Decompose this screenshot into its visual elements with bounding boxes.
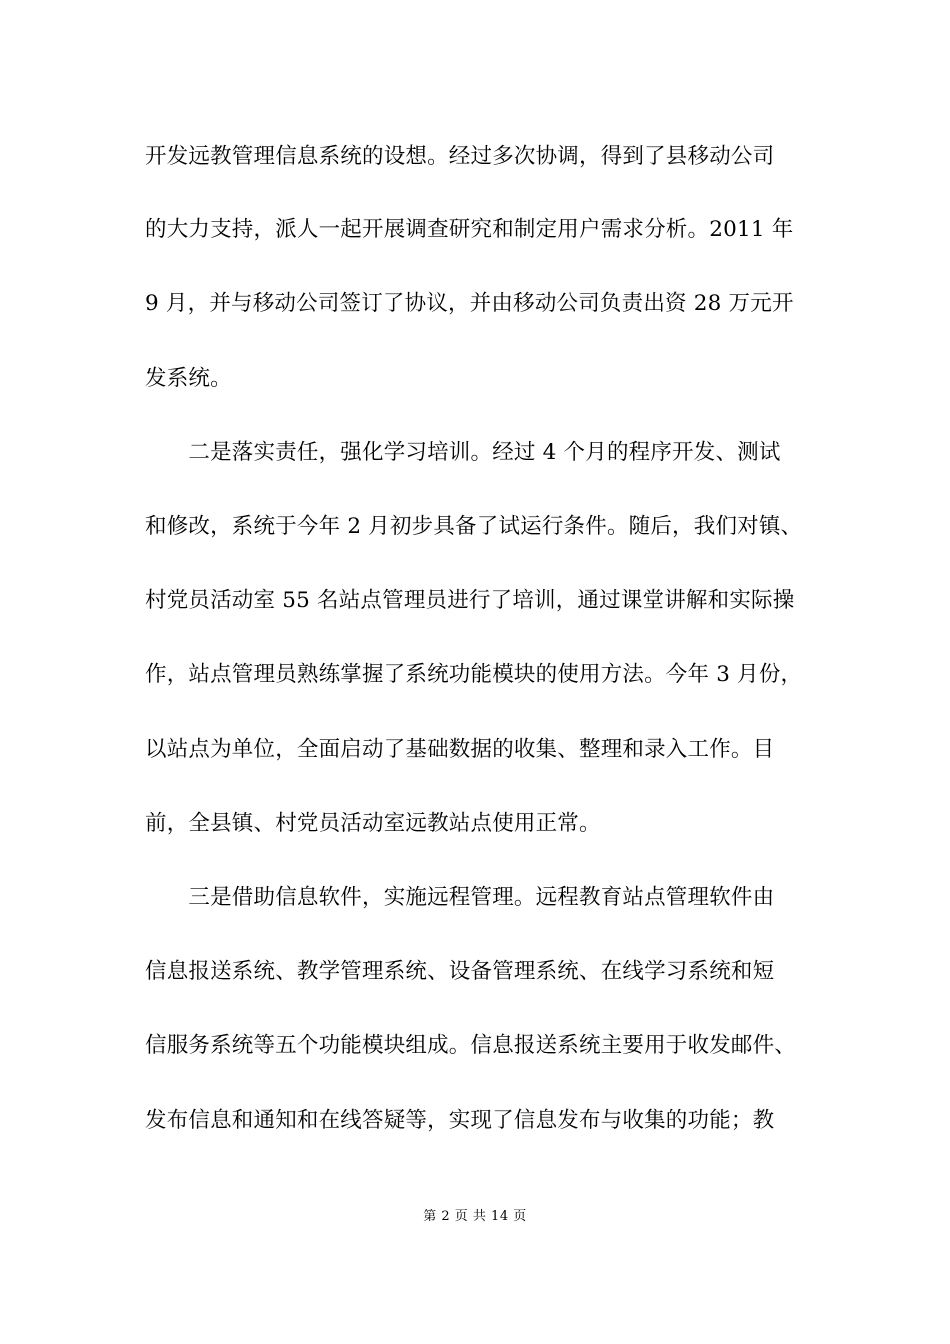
text-line-11: 三是借助信息软件，实施远程管理。远程教育站点管理软件由	[145, 885, 775, 910]
text-line-1: 开发远教管理信息系统的设想。经过多次协调，得到了县移动公司	[145, 144, 775, 169]
text-line-6: 和修改，系统于今年 2 月初步具备了试运行条件。随后，我们对镇、	[145, 514, 803, 539]
text-line-3: 9 月，并与移动公司签订了协议，并由移动公司负责出资 28 万元开	[145, 291, 794, 316]
text-line-8: 作，站点管理员熟练掌握了系统功能模块的使用方法。今年 3 月份，	[145, 662, 803, 687]
text-line-13: 信服务系统等五个功能模块组成。信息报送系统主要用于收发邮件、	[145, 1033, 797, 1058]
text-line-10: 前，全县镇、村党员活动室远教站点使用正常。	[145, 811, 601, 836]
text-line-4: 发系统。	[145, 366, 232, 391]
text-line-5: 二是落实责任，强化学习培训。经过 4 个月的程序开发、测试	[145, 440, 781, 465]
text-line-2: 的大力支持，派人一起开展调查研究和制定用户需求分析。2011 年	[145, 217, 794, 242]
text-line-12: 信息报送系统、教学管理系统、设备管理系统、在线学习系统和短	[145, 959, 775, 984]
text-line-14: 发布信息和通知和在线答疑等，实现了信息发布与收集的功能；教	[145, 1108, 775, 1133]
text-line-9: 以站点为单位，全面启动了基础数据的收集、整理和录入工作。目	[145, 737, 775, 762]
text-line-7: 村党员活动室 55 名站点管理员进行了培训，通过课堂讲解和实际操	[145, 588, 795, 613]
page-number-footer: 第 2 页 共 14 页	[423, 1209, 527, 1224]
